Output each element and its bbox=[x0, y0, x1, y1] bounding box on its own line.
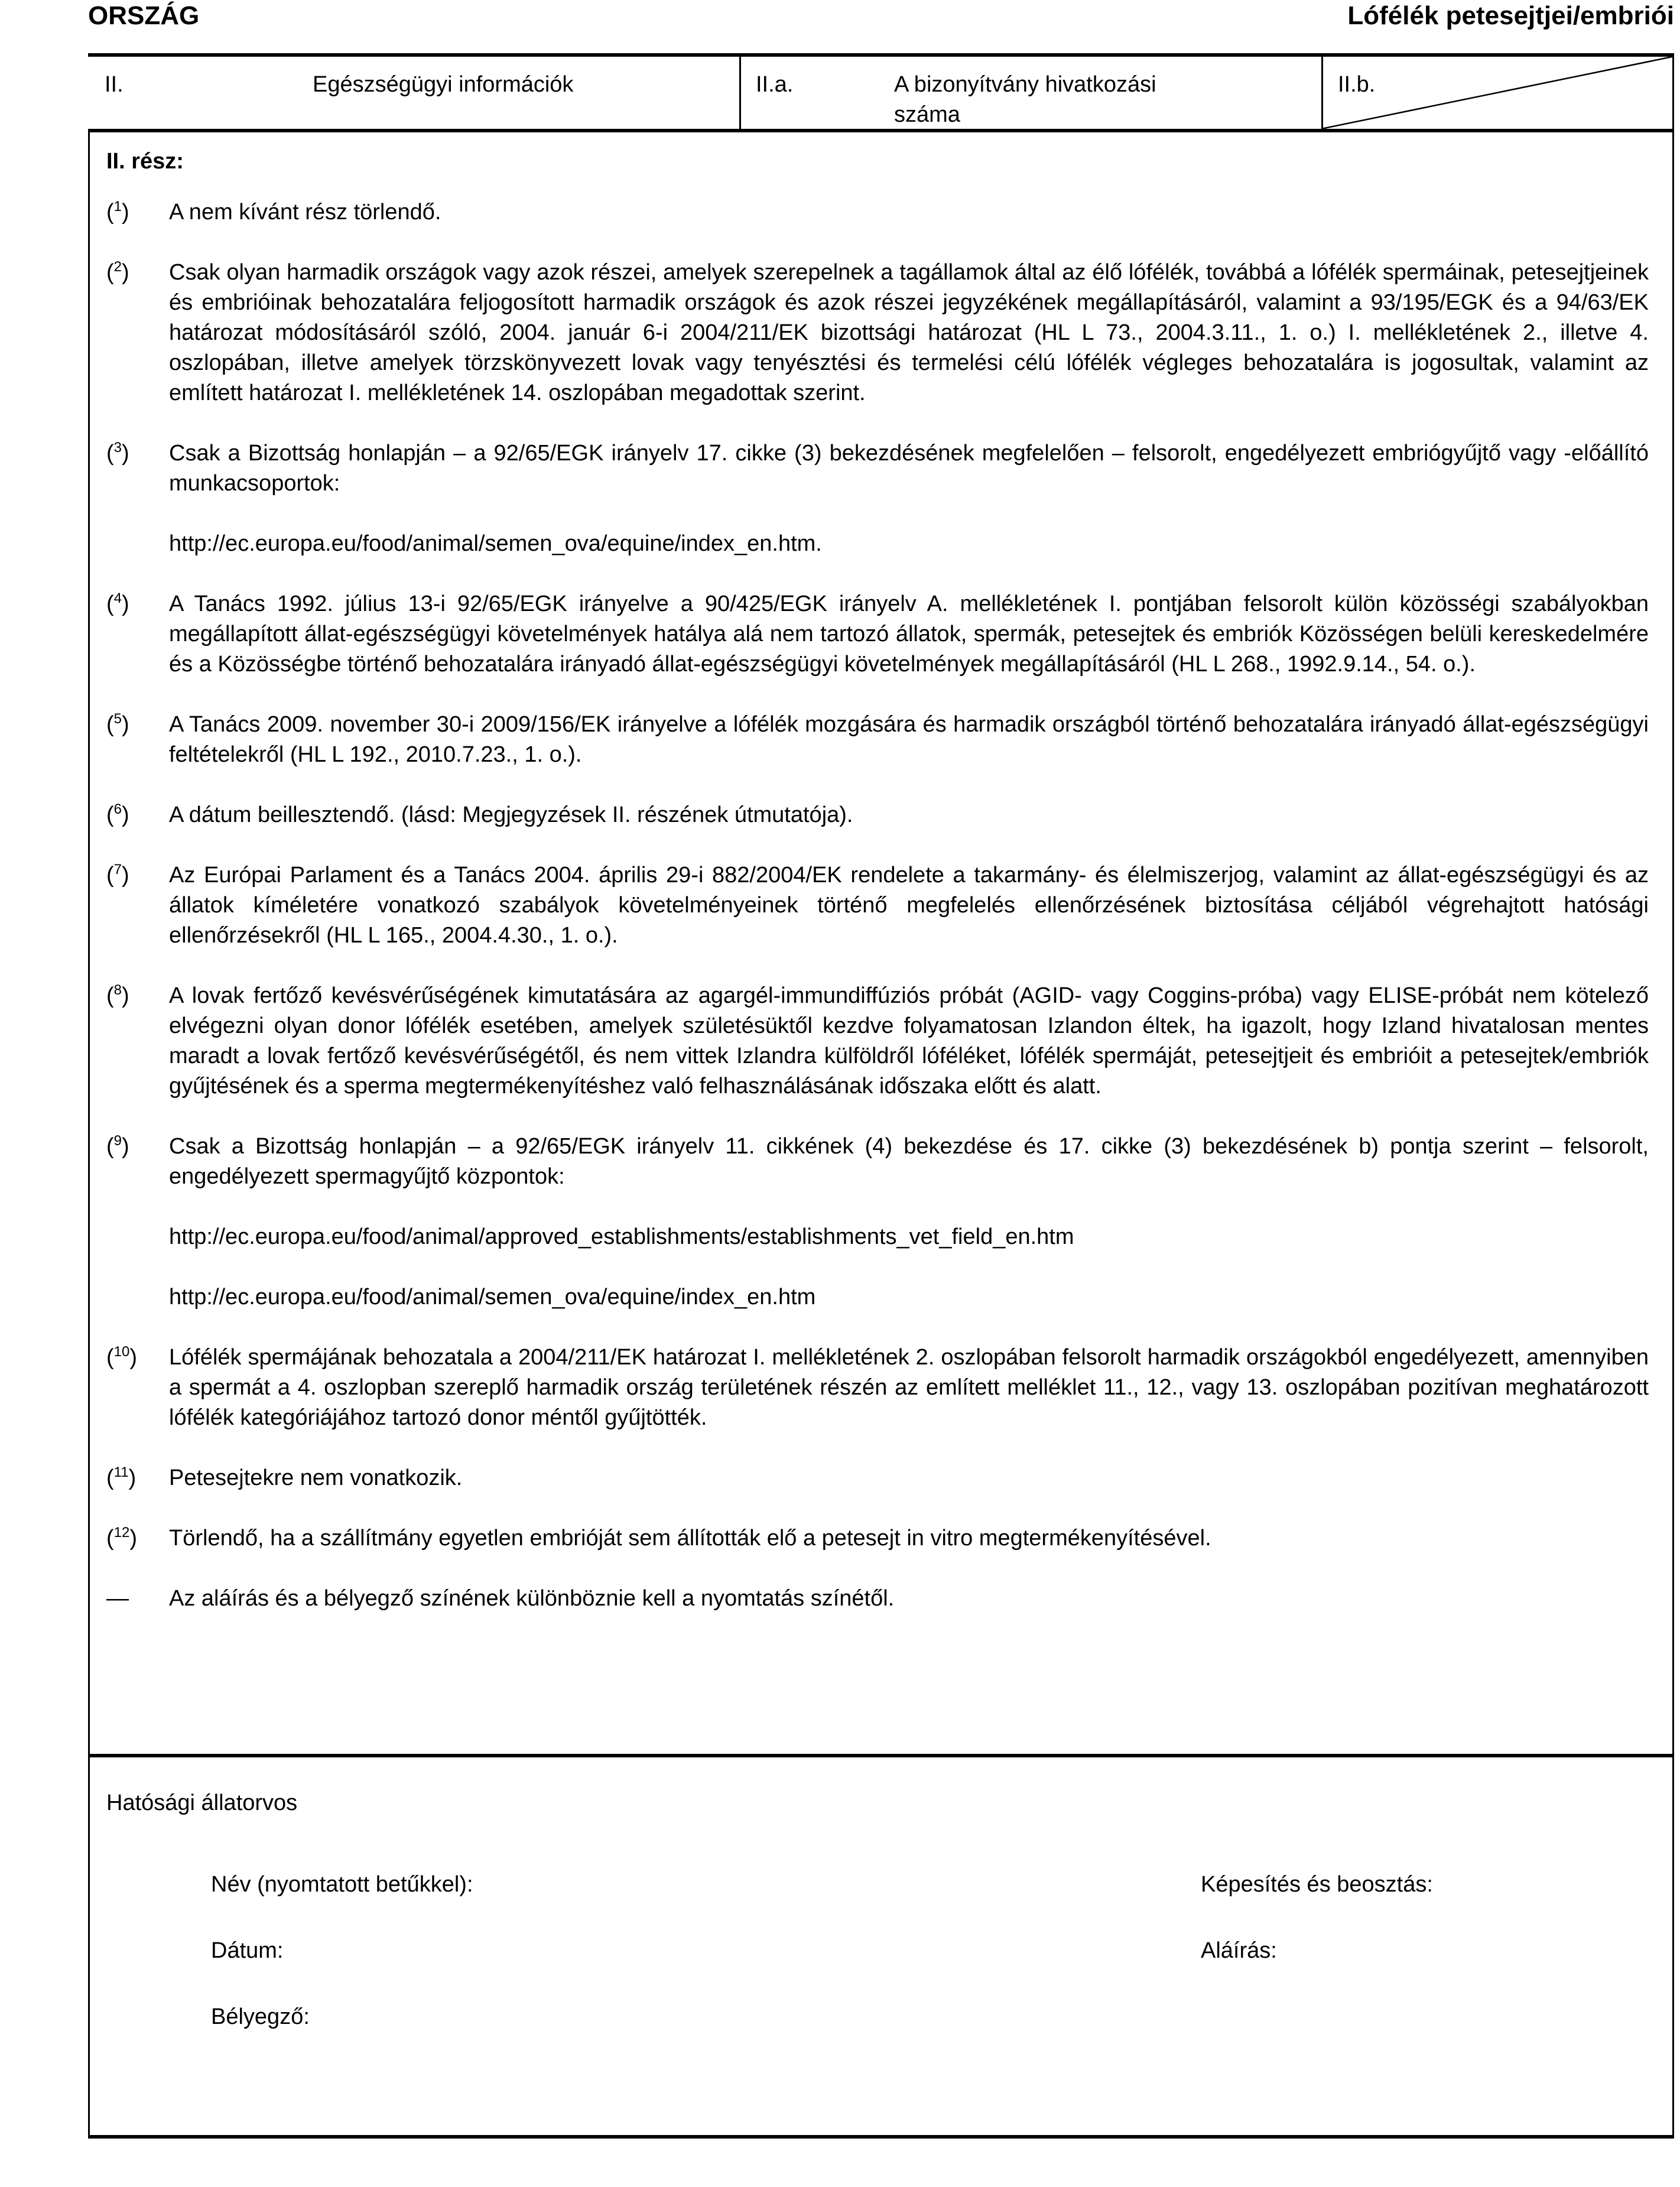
footnote-text: Csak a Bizottság honlapján – a 92/65/EGK irányelv 11. cikkének (4) bekezdése és 17. cikke (3) bekezdésének b) pontja szerint – felsorolt, engedélyezett spermagyűjtő központok: bbox=[169, 1134, 1649, 1189]
footnote bbox=[106, 258, 1649, 408]
footnote-text: Csak a Bizottság honlapján – a 92/65/EGK irányelv 17. cikke (3) bekezdésének megfelelően – felsorolt, engedélyezett embriógyűjtő vagy -előállító munkacsoportok: bbox=[169, 441, 1649, 496]
footnote-text: A Tanács 1992. július 13-i 92/65/EGK irányelve a 90/425/EGK irányelv A. mellékletének I. pontjában felsorolt külön közösségi szabályokban megállapított állat-egészségügyi követelmények hatálya alá nem tartozó állatok, spermák, petesejtek és embriók Közösségen belüli kereskedelmére és a Közösségbe történő behozatalára irányadó állat-egészségügyi követelmények megállapításáról (HL L 268., 1992.9.14., 54. o.). bbox=[169, 592, 1649, 677]
footnote bbox=[106, 438, 1649, 559]
footnote-text: A dátum beillesztendő. (lásd: Megjegyzések II. részének útmutatója). bbox=[169, 802, 853, 827]
footnote bbox=[106, 589, 1649, 680]
footnote bbox=[106, 1523, 1649, 1554]
footnote-marker: ($^1$) bbox=[106, 199, 129, 225]
country-label: ORSZÁG bbox=[88, 1, 200, 30]
footnote-marker: ($^{11}$) bbox=[106, 1464, 137, 1490]
footnote-marker: ($^2$) bbox=[106, 259, 129, 285]
footnote bbox=[106, 860, 1649, 951]
footnote bbox=[106, 1132, 1649, 1312]
footnote bbox=[106, 1463, 1649, 1493]
footnote bbox=[106, 1343, 1649, 1433]
qualification-field-label: Képesítés és beosztás: bbox=[1201, 1872, 1433, 1897]
footnote-text: Lófélék spermájának behozatala a 2004/211/EK határozat I. mellékletének 2. oszlopában felsorolt harmadik országokból engedélyezett, amennyiben a spermát a 4. oszlopban szereplő harmadik ország területének részén az említett melléklet 11., 12., vagy 13. oszlopában pozitívan meghatározott lófélék kategóriájához tartozó donor méntől gyűjtötték. bbox=[169, 1345, 1649, 1430]
footnote-marker: ($^6$) bbox=[106, 801, 129, 827]
footnotes-list bbox=[106, 197, 1649, 1614]
footnote bbox=[106, 800, 1649, 830]
ink-color-note bbox=[106, 1584, 1649, 1614]
section-title: Egészségügyi információk bbox=[313, 72, 574, 97]
footnote-marker: ($^{12}$) bbox=[106, 1525, 138, 1551]
footnote-text: A Tanács 2009. november 30-i 2009/156/EK irányelve a lófélék mozgására és harmadik országból történő behozatalára irányadó állat-egészségügyi feltételekről (HL L 192., 2010.7.23., 1. o.). bbox=[169, 712, 1649, 767]
signature-section bbox=[90, 1754, 1672, 2135]
stamp-field-label: Bélyegző: bbox=[211, 2004, 310, 2029]
footnote-marker: ($^8$) bbox=[106, 982, 129, 1008]
footnote-text: A nem kívánt rész törlendő. bbox=[169, 200, 441, 225]
footnote-marker: ($^3$) bbox=[106, 440, 129, 466]
dash-marker: — bbox=[106, 1586, 129, 1611]
footnote-marker: ($^9$) bbox=[106, 1133, 129, 1159]
reference-number-label: A bizonyítvány hivatkozási száma bbox=[894, 72, 1156, 127]
section-cell bbox=[88, 57, 741, 129]
official-veterinarian-title: Hatósági állatorvos bbox=[106, 1790, 298, 1815]
footnote-text: Törlendő, ha a szállítmány egyetlen embrióját sem állították elő a petesejt in vitro megtermékenyítésével. bbox=[169, 1526, 1211, 1551]
reference-number-code: II.a. bbox=[756, 72, 794, 97]
footnote-marker: ($^5$) bbox=[106, 711, 129, 737]
certificate-header-table bbox=[88, 53, 1674, 132]
footnote bbox=[106, 710, 1649, 770]
footnote bbox=[106, 981, 1649, 1101]
footnote bbox=[106, 197, 1649, 228]
footnote-url-link[interactable]: http://ec.europa.eu/food/animal/approved_establishments/establishments_vet_field_en.htm bbox=[169, 1224, 1074, 1249]
footnote-text: A lovak fertőző kevésvérűségének kimutatására az agargél-immundiffúziós próbát (AGID- vagy Coggins-próba) vagy ELISE-próbát nem kötelező elvégezni olyan donor lófélék esetében, amelyek születésüktől kezdve folyamatosan Izlandon éltek, ha igazolt, hogy Izland hivatalosan mentes maradt a lovak fertőző kevésvérűségétől, és nem vittek Izlandra külföldről lóféléket, lófélék spermáját, petesejtjeit és embrióit a petesejtek/embriók gyűjtésének és a sperma megtermékenyítéshez való felhasználásának időszaka előtt és alatt. bbox=[169, 983, 1649, 1099]
footnote-text: Petesejtekre nem vonatkozik. bbox=[169, 1465, 463, 1490]
footnote-marker: ($^7$) bbox=[106, 862, 129, 888]
sub-code-cell bbox=[1321, 57, 1674, 129]
part-title: II. rész: bbox=[106, 149, 184, 174]
species-label: Lófélék petesejtjei/embriói bbox=[1347, 1, 1674, 30]
section-number: II. bbox=[105, 72, 124, 97]
name-field-label: Név (nyomtatott betűkkel): bbox=[211, 1872, 473, 1897]
sub-code: II.b. bbox=[1338, 72, 1376, 97]
footnote-marker: ($^{10}$) bbox=[106, 1344, 138, 1370]
ink-color-note-text: Az aláírás és a bélyegző színének különböznie kell a nyomtatás színétől. bbox=[169, 1586, 895, 1611]
footnote-text: Az Európai Parlament és a Tanács 2004. április 29-i 882/2004/EK rendelete a takarmány- és élelmiszerjog, valamint az állat-egészségügyi és az állatok kíméletére vonatkozó szabályok követelményeinek történő megfelelés ellenőrzésének biztosítása céljából végrehajtott hatósági ellenőrzésekről (HL L 165., 2004.4.30., 1. o.). bbox=[169, 863, 1649, 948]
certificate-body bbox=[88, 132, 1674, 2139]
reference-number-cell bbox=[739, 57, 1323, 129]
footnote-marker: ($^4$) bbox=[106, 590, 129, 616]
signature-field-label: Aláírás: bbox=[1201, 1938, 1277, 1963]
date-field-label: Dátum: bbox=[211, 1938, 284, 1963]
footnote-text: Csak olyan harmadik országok vagy azok részei, amelyek szerepelnek a tagállamok által az élő lófélék, továbbá a lófélék spermáinak, petesejtjeinek és embrióinak behozatalára feljogosított harmadik országok és azok részei jegyzékének megállapításáról, valamint a 93/195/EGK és a 94/63/EK határozat módosításáról szóló, 2004. január 6-i 2004/211/EK bizottsági határozat (HL L 73., 2004.3.11., 1. o.) I. mellékletének 2., illetve 4. oszlopában, illetve amelyek törzskönyvezett lovak vagy tenyésztési és termelési célú lófélék végleges behozatalára is jogosultak, valamint az említett határozat I. mellékletének 14. oszlopában megadottak szerint. bbox=[169, 260, 1649, 405]
footnote-url-link[interactable]: http://ec.europa.eu/food/animal/semen_ova/equine/index_en.htm. bbox=[169, 531, 822, 556]
footnote-url-link[interactable]: http://ec.europa.eu/food/animal/semen_ova/equine/index_en.htm bbox=[169, 1285, 816, 1309]
